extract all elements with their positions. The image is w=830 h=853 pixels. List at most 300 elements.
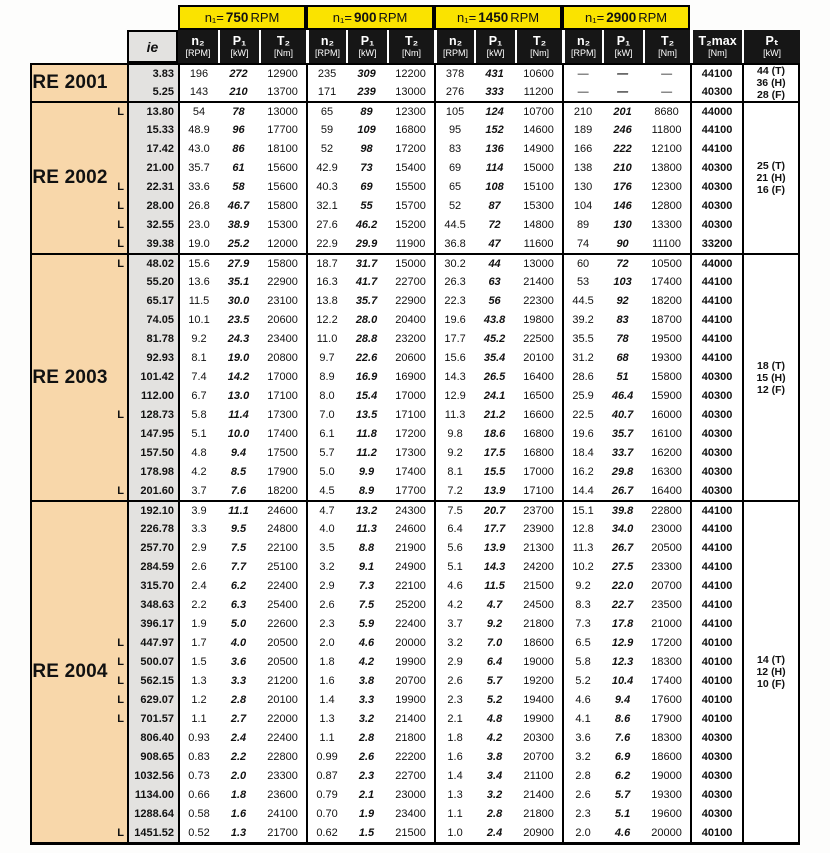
- p1-cell: 13.2: [346, 500, 387, 519]
- rpm-value: 2900: [606, 10, 637, 25]
- n2-cell: 28.6: [562, 367, 602, 386]
- n2-cell: 8.3: [562, 595, 602, 614]
- t2max-cell: 44100: [690, 310, 742, 329]
- t2-cell: 21200: [259, 671, 306, 690]
- pt-cell: [742, 63, 800, 101]
- t2-cell: 21400: [515, 272, 562, 291]
- t2-cell: 19300: [643, 785, 690, 804]
- t2-cell: 15600: [259, 158, 306, 177]
- t2-cell: 23200: [387, 329, 434, 348]
- p1-cell: 4.8: [474, 709, 515, 728]
- table-row: [30, 614, 800, 633]
- ie-column-header: ie: [127, 30, 178, 63]
- p1-cell: 4.2: [346, 652, 387, 671]
- p1-cell: 86: [218, 139, 259, 158]
- n2-cell: 16.2: [562, 462, 602, 481]
- t2-cell: 15300: [259, 215, 306, 234]
- t2max-cell: 40300: [690, 728, 742, 747]
- t2-cell: 12100: [643, 139, 690, 158]
- l-marker-cell: [108, 728, 127, 747]
- n2-cell: 3.5: [306, 538, 346, 557]
- n2-cell: 8.0: [306, 386, 346, 405]
- p1-cell: 2.3: [346, 766, 387, 785]
- t2-cell: 17300: [387, 443, 434, 462]
- p1-cell: 4.2: [474, 728, 515, 747]
- rpm-group-header-750: [178, 5, 306, 30]
- t2max-cell: 40300: [690, 405, 742, 424]
- t2max-cell: 44100: [690, 291, 742, 310]
- p1-cell: 72: [474, 215, 515, 234]
- p1-cell: 3.4: [474, 766, 515, 785]
- col-unit: [RPM]: [185, 48, 211, 58]
- n2-cell: 12.9: [434, 386, 474, 405]
- table-row: [30, 405, 800, 424]
- t2-cell: 19900: [387, 690, 434, 709]
- p1-cell: 124: [474, 101, 515, 120]
- l-marker-cell: [108, 576, 127, 595]
- n2-cell: 2.9: [434, 652, 474, 671]
- l-marker-cell: L: [108, 481, 127, 500]
- n2-cell: 11.3: [562, 538, 602, 557]
- t2-cell: 18300: [643, 652, 690, 671]
- n2-cell: 2.0: [306, 633, 346, 652]
- t2-cell: 19800: [515, 310, 562, 329]
- p1-cell: 2.0: [218, 766, 259, 785]
- p1-cell: 96: [218, 120, 259, 139]
- rpm-prefix: n₁=: [456, 10, 477, 25]
- t2-cell: 22000: [259, 709, 306, 728]
- p1-cell: 17.8: [602, 614, 643, 633]
- n2-cell: 39.2: [562, 310, 602, 329]
- p1-cell: 35.7: [602, 424, 643, 443]
- t2-cell: 17200: [387, 424, 434, 443]
- t2-cell: 19500: [643, 329, 690, 348]
- p1-cell: 4.6: [602, 823, 643, 842]
- l-marker-cell: [108, 614, 127, 633]
- t2max-cell: 40300: [690, 158, 742, 177]
- p1-cell: 38.9: [218, 215, 259, 234]
- table-row: [30, 538, 800, 557]
- pt-line: 16 (F): [757, 184, 786, 196]
- rpm-suffix: RPM: [510, 10, 540, 25]
- t2-cell: 16400: [515, 367, 562, 386]
- p1-cell: 333: [474, 82, 515, 101]
- table-row: [30, 82, 800, 101]
- table-row: [30, 158, 800, 177]
- p1-cell: 26.7: [602, 481, 643, 500]
- t2-cell: 19900: [387, 652, 434, 671]
- n2-cell: 14.3: [434, 367, 474, 386]
- n2-cell: 27.6: [306, 215, 346, 234]
- n2-cell: 2.3: [562, 804, 602, 823]
- n2-cell: 7.4: [178, 367, 218, 386]
- ie-cell: 201.60: [127, 481, 178, 500]
- table-row: [30, 443, 800, 462]
- p1-cell: 58: [218, 177, 259, 196]
- t2-cell: 25200: [387, 595, 434, 614]
- p1-cell: 5.0: [218, 614, 259, 633]
- t2-cell: 17100: [515, 481, 562, 500]
- table-row: [30, 424, 800, 443]
- p1-cell: 34.0: [602, 519, 643, 538]
- ie-cell: 226.78: [127, 519, 178, 538]
- l-marker-cell: [108, 329, 127, 348]
- n2-cell: 53: [562, 272, 602, 291]
- t2-cell: 23000: [387, 785, 434, 804]
- n2-cell: 9.2: [434, 443, 474, 462]
- n2-cell: 1.0: [434, 823, 474, 842]
- t2-cell: 10700: [515, 101, 562, 120]
- n2-cell: 65: [306, 101, 346, 120]
- n2-cell: 3.2: [434, 633, 474, 652]
- p1-cell: 6.3: [218, 595, 259, 614]
- t2-cell: 13000: [387, 82, 434, 101]
- p1-cell: 431: [474, 63, 515, 82]
- n2-cell: 8.1: [434, 462, 474, 481]
- t2-cell: 23100: [259, 291, 306, 310]
- t2max-cell: 40300: [690, 367, 742, 386]
- t2-cell: 21500: [515, 576, 562, 595]
- rpm-suffix: RPM: [250, 10, 280, 25]
- t2-cell: 15800: [643, 367, 690, 386]
- t2-cell: 17200: [643, 633, 690, 652]
- p1-cell: 31.7: [346, 253, 387, 272]
- t2-cell: 23000: [643, 519, 690, 538]
- ie-cell: 348.63: [127, 595, 178, 614]
- ie-cell: 562.15: [127, 671, 178, 690]
- t2-cell: 19600: [643, 804, 690, 823]
- n2-cell: 12.8: [562, 519, 602, 538]
- ie-cell: 1032.56: [127, 766, 178, 785]
- t2max-cell: 33200: [690, 234, 742, 253]
- table-row: [30, 272, 800, 291]
- p1-cell: 51: [602, 367, 643, 386]
- pt-column-header: [742, 30, 800, 63]
- table-row: [30, 671, 800, 690]
- n2-cell: 1.4: [434, 766, 474, 785]
- l-marker-cell: L: [108, 234, 127, 253]
- p1-cell: 3.3: [346, 690, 387, 709]
- n2-cell: 0.83: [178, 747, 218, 766]
- t2-cell: 18200: [259, 481, 306, 500]
- table-row: [30, 709, 800, 728]
- col-symbol: T₂: [404, 34, 419, 48]
- n2-cell: 1.3: [306, 709, 346, 728]
- l-marker-cell: L: [108, 215, 127, 234]
- n2-cell: 5.8: [178, 405, 218, 424]
- col-symbol: P₁: [488, 34, 503, 48]
- table-row: [30, 139, 800, 158]
- table-row: [30, 101, 800, 120]
- ie-cell: 3.83: [127, 63, 178, 82]
- p1-cell: 17.5: [474, 443, 515, 462]
- t2-cell: 22900: [259, 272, 306, 291]
- l-marker-cell: [108, 557, 127, 576]
- col-symbol: P₁: [360, 34, 375, 48]
- n2-cell: 210: [562, 101, 602, 120]
- n2-cell: 11.3: [434, 405, 474, 424]
- t2-cell: 17500: [259, 443, 306, 462]
- t2-cell: 16900: [387, 367, 434, 386]
- p1-cell: 30.0: [218, 291, 259, 310]
- n2-cell: 1.8: [306, 652, 346, 671]
- n2-cell: 11.0: [306, 329, 346, 348]
- header-spacer-right: [690, 5, 800, 30]
- t2-cell: 17700: [259, 120, 306, 139]
- t2-cell: 15000: [515, 158, 562, 177]
- n2-cell: 0.58: [178, 804, 218, 823]
- t2-cell: 12200: [387, 63, 434, 82]
- p1-cell: 2.7: [218, 709, 259, 728]
- p1-cell: 2.1: [346, 785, 387, 804]
- p1-cell: 46.4: [602, 386, 643, 405]
- t2-cell: 22100: [259, 538, 306, 557]
- table-row: [30, 728, 800, 747]
- n2-cell: 1.5: [178, 652, 218, 671]
- table-row: [30, 576, 800, 595]
- n2-cell: 11.5: [178, 291, 218, 310]
- group-label: RE 2004: [30, 500, 108, 842]
- ie-cell: 1134.00: [127, 785, 178, 804]
- p1-cell: 11.5: [474, 576, 515, 595]
- n2-cell: 22.3: [434, 291, 474, 310]
- t2-cell: 20600: [387, 348, 434, 367]
- t2max-cell: 40300: [690, 196, 742, 215]
- n2-cell: 4.6: [562, 690, 602, 709]
- p1-cell: 90: [602, 234, 643, 253]
- t2max-cell: 40100: [690, 823, 742, 842]
- n2-cell: 4.2: [434, 595, 474, 614]
- p1-cell: 7.6: [218, 481, 259, 500]
- n2-cell: 22.9: [306, 234, 346, 253]
- p1-cell: 11.4: [218, 405, 259, 424]
- t2-cell: 14600: [515, 120, 562, 139]
- t2-cell: 24300: [387, 500, 434, 519]
- t2-cell: 13700: [259, 82, 306, 101]
- t2-cell: 22400: [387, 614, 434, 633]
- t2-column-header: [259, 30, 306, 63]
- n2-cell: 4.2: [178, 462, 218, 481]
- p1-cell: 8.9: [346, 481, 387, 500]
- l-marker-cell: L: [108, 652, 127, 671]
- t2-cell: 16800: [387, 120, 434, 139]
- n2-cell: 5.0: [306, 462, 346, 481]
- l-marker-cell: [108, 158, 127, 177]
- t2max-cell: 40300: [690, 424, 742, 443]
- rpm-suffix: RPM: [638, 10, 668, 25]
- rpm-group-header-1450: [434, 5, 562, 30]
- n2-cell: 0.87: [306, 766, 346, 785]
- t2max-cell: 44100: [690, 538, 742, 557]
- p1-cell: 15.4: [346, 386, 387, 405]
- ie-cell: 128.73: [127, 405, 178, 424]
- n2-cell: 35.7: [178, 158, 218, 177]
- n2-cell: 5.2: [562, 671, 602, 690]
- p1-cell: 6.2: [602, 766, 643, 785]
- l-marker-cell: L: [108, 405, 127, 424]
- t2-cell: 15100: [515, 177, 562, 196]
- n2-cell: 2.2: [178, 595, 218, 614]
- col-unit: [RPM]: [315, 48, 341, 58]
- t2-cell: 11800: [643, 120, 690, 139]
- l-marker-cell: [108, 139, 127, 158]
- p1-cell: 28.0: [346, 310, 387, 329]
- pt-cell: [742, 101, 800, 253]
- n2-cell: 40.3: [306, 177, 346, 196]
- n2-cell: 1.3: [434, 785, 474, 804]
- p1-cell: 89: [346, 101, 387, 120]
- t2-cell: 23300: [643, 557, 690, 576]
- col-symbol: P₁: [616, 34, 631, 48]
- t2-column-header: [387, 30, 434, 63]
- n2-cell: 2.6: [434, 671, 474, 690]
- ie-cell: 908.65: [127, 747, 178, 766]
- rpm-prefix: n₁=: [584, 10, 605, 25]
- p1-cell: 25.2: [218, 234, 259, 253]
- p1-cell: 7.6: [602, 728, 643, 747]
- p1-cell: 35.4: [474, 348, 515, 367]
- p1-cell: 55: [346, 196, 387, 215]
- ie-cell: 192.10: [127, 500, 178, 519]
- pt-line: 44 (T): [757, 65, 786, 77]
- t2-cell: 15500: [387, 177, 434, 196]
- p1-cell: 92: [602, 291, 643, 310]
- p1-cell: 4.6: [346, 633, 387, 652]
- t2max-cell: 40300: [690, 785, 742, 804]
- table-row: [30, 120, 800, 139]
- l-marker-cell: [108, 348, 127, 367]
- n2-cell: 0.93: [178, 728, 218, 747]
- t2-cell: 23900: [515, 519, 562, 538]
- table-row: [30, 329, 800, 348]
- n2-cell: 138: [562, 158, 602, 177]
- n2-cell: 2.6: [178, 557, 218, 576]
- t2-cell: 20700: [515, 747, 562, 766]
- p1-cell: 4.0: [218, 633, 259, 652]
- t2-cell: 22300: [515, 291, 562, 310]
- p1-cell: 8.6: [602, 709, 643, 728]
- pt-line: 10 (F): [757, 678, 786, 690]
- header-spacer-corner: [30, 30, 127, 63]
- rpm-group-header-2900: [562, 5, 690, 30]
- t2-cell: 22700: [387, 272, 434, 291]
- pt-cell: [742, 500, 800, 842]
- t2-cell: 23700: [515, 500, 562, 519]
- p1-cell: 24.1: [474, 386, 515, 405]
- n2-column-header: [178, 30, 218, 63]
- t2max-cell: 40100: [690, 652, 742, 671]
- p1-cell: 7.7: [218, 557, 259, 576]
- t2-cell: 12300: [387, 101, 434, 120]
- n2-cell: 0.62: [306, 823, 346, 842]
- p1-cell: 2.6: [346, 747, 387, 766]
- table-row: [30, 310, 800, 329]
- l-marker-cell: [108, 500, 127, 519]
- t2-cell: 20900: [515, 823, 562, 842]
- t2-cell: 20500: [643, 538, 690, 557]
- t2-cell: 17400: [643, 272, 690, 291]
- p1-cell: 11.3: [346, 519, 387, 538]
- p1-cell: 27.5: [602, 557, 643, 576]
- col-symbol: n₂: [576, 34, 591, 48]
- p1-cell: 210: [218, 82, 259, 101]
- p1-cell: 272: [218, 63, 259, 82]
- n2-cell: 166: [562, 139, 602, 158]
- t2-cell: 19400: [515, 690, 562, 709]
- t2max-cell: 40300: [690, 481, 742, 500]
- l-marker-cell: [108, 63, 127, 82]
- t2max-cell: 44100: [690, 500, 742, 519]
- n2-column-header: [434, 30, 474, 63]
- table-row: [30, 215, 800, 234]
- col-unit: [Nm]: [530, 48, 550, 58]
- p1-cell: 22.6: [346, 348, 387, 367]
- l-marker-cell: L: [108, 177, 127, 196]
- t2-cell: 16200: [643, 443, 690, 462]
- t2-cell: 20600: [259, 310, 306, 329]
- n2-cell: 19.0: [178, 234, 218, 253]
- p1-cell: 3.2: [346, 709, 387, 728]
- t2-cell: 22600: [259, 614, 306, 633]
- group-label: RE 2002: [30, 101, 108, 253]
- n2-cell: 44.5: [434, 215, 474, 234]
- p1-cell: 5.2: [474, 690, 515, 709]
- n2-cell: 89: [562, 215, 602, 234]
- t2-cell: 14900: [515, 139, 562, 158]
- t2-cell: 21800: [515, 614, 562, 633]
- ie-cell: 701.57: [127, 709, 178, 728]
- t2-cell: 12800: [643, 196, 690, 215]
- n2-cell: 4.5: [306, 481, 346, 500]
- t2max-cell: 44100: [690, 557, 742, 576]
- t2-cell: 12300: [643, 177, 690, 196]
- l-marker-cell: [108, 538, 127, 557]
- p1-cell: 19.0: [218, 348, 259, 367]
- t2-cell: 23500: [643, 595, 690, 614]
- col-unit: [kW]: [358, 48, 377, 58]
- n2-cell: 6.5: [562, 633, 602, 652]
- p1-cell: 22.0: [602, 576, 643, 595]
- n2-cell: 1.8: [434, 728, 474, 747]
- p1-cell: 3.3: [218, 671, 259, 690]
- t2-cell: 22900: [387, 291, 434, 310]
- pt-line: 25 (T): [757, 160, 786, 172]
- l-marker-cell: L: [108, 671, 127, 690]
- ie-cell: 178.98: [127, 462, 178, 481]
- table-row: [30, 500, 800, 519]
- n2-cell: 83: [434, 139, 474, 158]
- l-marker-cell: [108, 462, 127, 481]
- t2-cell: 15400: [387, 158, 434, 177]
- t2-cell: 15700: [387, 196, 434, 215]
- t2-cell: 13000: [515, 253, 562, 272]
- gear-ratings-table: [30, 5, 800, 845]
- p1-cell: 2.4: [218, 728, 259, 747]
- pt-line: 12 (F): [757, 383, 786, 396]
- t2-cell: 10600: [515, 63, 562, 82]
- p1-cell: 14.2: [218, 367, 259, 386]
- p1-cell: 29.9: [346, 234, 387, 253]
- t2-cell: 18600: [515, 633, 562, 652]
- col-symbol: n₂: [448, 34, 463, 48]
- t2-cell: 11600: [515, 234, 562, 253]
- n2-cell: 17.7: [434, 329, 474, 348]
- col-symbol: T₂: [532, 34, 547, 48]
- n2-cell: 18.7: [306, 253, 346, 272]
- t2-column-header: [515, 30, 562, 63]
- col-unit: [kW]: [614, 48, 633, 58]
- t2max-cell: 40100: [690, 709, 742, 728]
